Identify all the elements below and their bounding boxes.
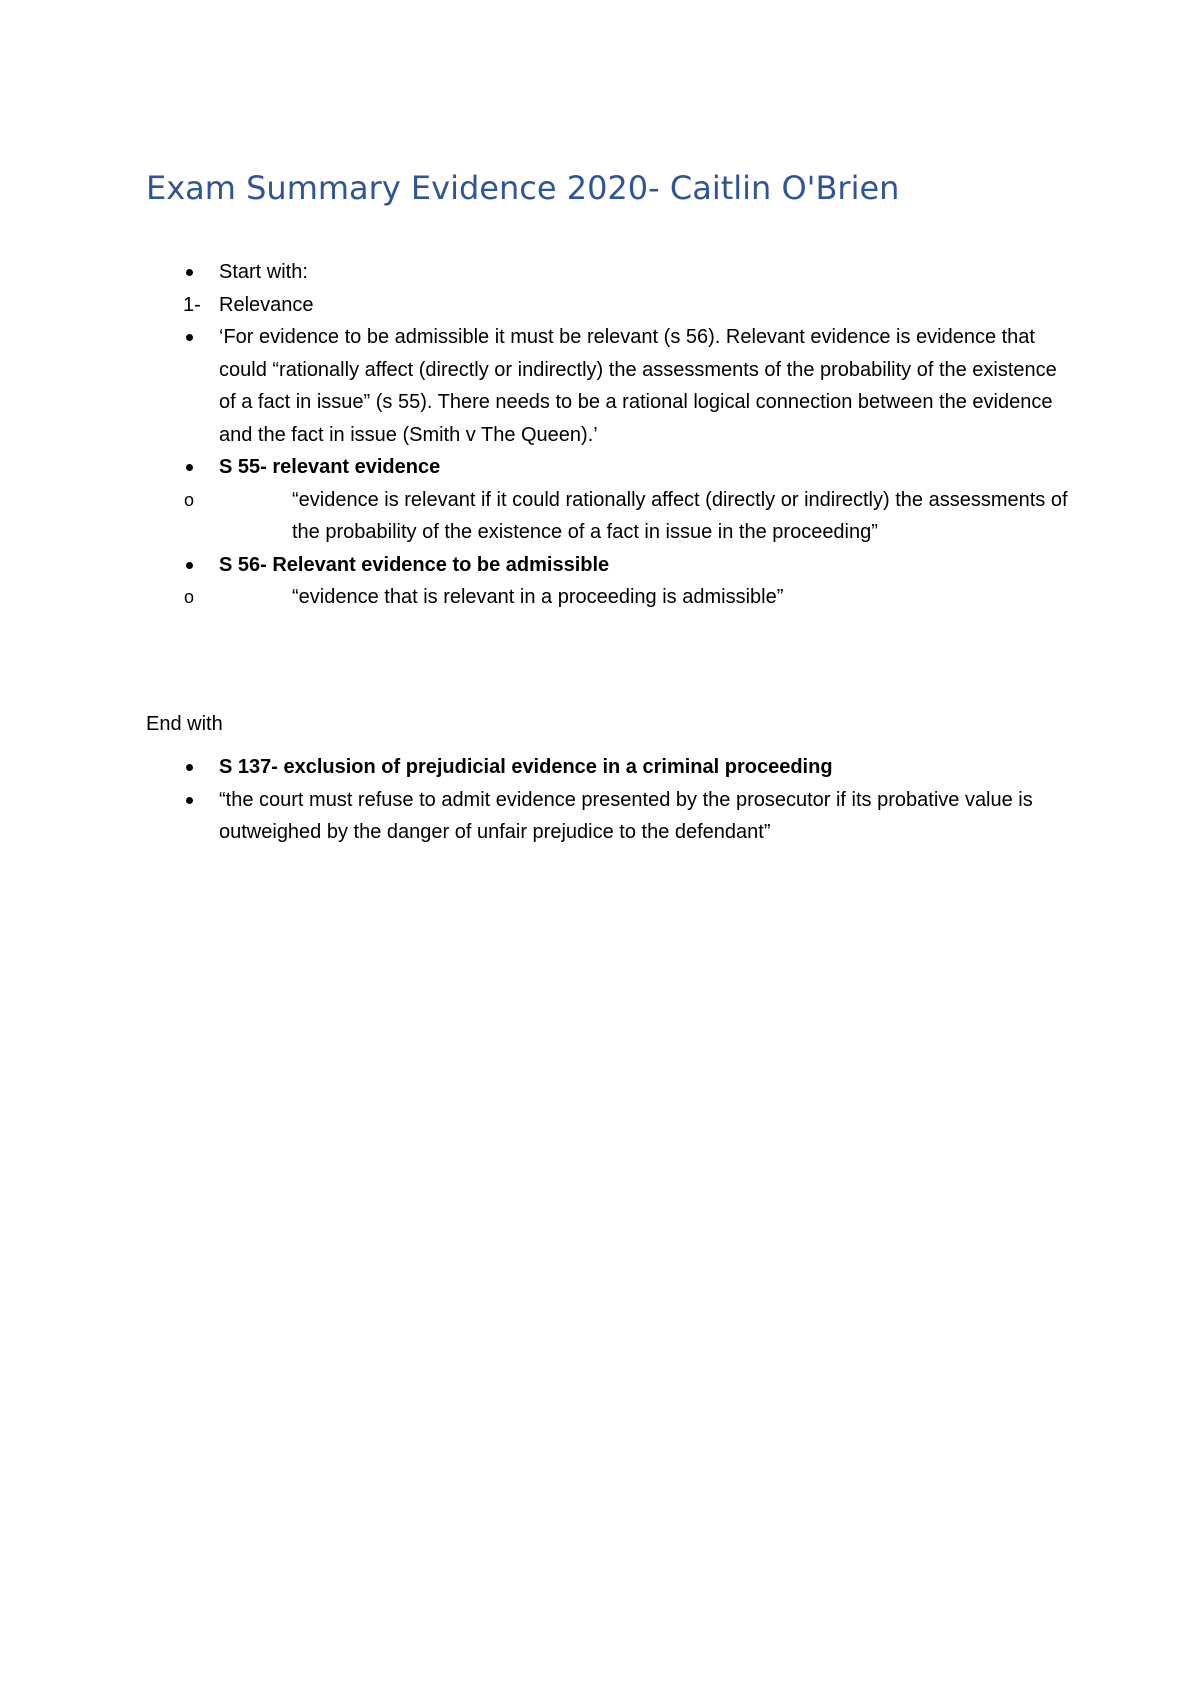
section-start-list (146, 256, 1076, 614)
section-heading: S 137- exclusion of prejudicial evidence in a criminal proceeding (219, 756, 833, 778)
sub-list (184, 484, 1076, 549)
list-item (146, 784, 1076, 849)
end-with-label: End with (146, 713, 223, 735)
quote-text: “evidence that is relevant in a proceeding is admissible” (292, 586, 784, 608)
section-heading: S 55- relevant evidence (219, 456, 441, 478)
quote-text: “evidence is relevant if it could rationally affect (directly or indirectly) the assessments of the probability of the existence of a fact in issue in the proceeding” (292, 488, 1068, 543)
circle-bullet-icon: o (184, 587, 195, 607)
list-item-text: Relevance (219, 293, 314, 316)
sub-list (184, 581, 1076, 614)
document-title: Exam Summary Evidence 2020- Caitlin O'Brien (146, 169, 900, 207)
list-item (146, 256, 1076, 289)
list-item-text: “the court must refuse to admit evidence presented by the prosecutor if its probative value is outweighed by the danger of unfair prejudice to the defendant” (219, 788, 1033, 843)
sub-list-item (184, 581, 1076, 614)
list-item-text: ‘For evidence to be admissible it must be relevant (s 56). Relevant evidence is evidence that could “rationally affect (directly or indirectly) the assessments of the probability of the existence of a fact in issue” (s 55). There needs to be a rational logical connection between the evidence and the fact in issue (Smith v The Queen).’ (219, 326, 1057, 446)
list-item: 1- Relevance (183, 293, 314, 316)
list-item (146, 451, 1076, 549)
sub-list-item (184, 484, 1076, 549)
list-item (146, 751, 1076, 784)
section-heading: S 56- Relevant evidence to be admissible (219, 553, 610, 576)
list-item (146, 321, 1076, 451)
list-item (146, 549, 1076, 614)
section-end-list (146, 751, 1076, 849)
list-item-text: Start with: (219, 261, 308, 283)
circle-bullet-icon: o (184, 489, 195, 510)
